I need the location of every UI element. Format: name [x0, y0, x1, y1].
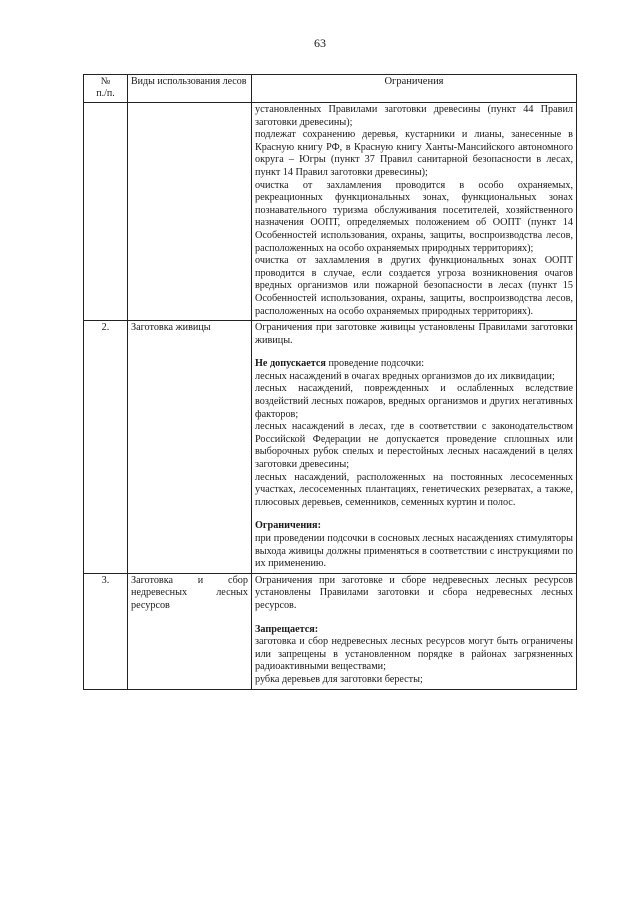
table-row-continued: [84, 103, 577, 321]
cell-kind-empty: [128, 103, 252, 321]
list-item: лесных насаждений, расположенных на постоянных лесосеменных участках, лесосеменных плантациях, генетических резерватах, а также, плюсовых деревьев, семенников, семенных куртин и полос.: [255, 471, 573, 508]
list-item: рубка деревьев для заготовки бересты;: [255, 673, 423, 685]
header-restrictions: Ограничения: [252, 75, 577, 103]
cell-restrictions-continued: [252, 103, 577, 321]
paragraph: при проведении подсочки в сосновых лесных насаждениях стимуляторы выхода живицы должны применяться в соответствии с инструкциями по их применению.: [255, 533, 573, 570]
table-row-nontimber: [84, 573, 577, 689]
table-header-row: [84, 75, 577, 103]
paragraph: очистка от захламления проводится в особо охраняемых, рекреационных функциональных зонах, функциональных зонах познавательного туризма обслуживания посетителей, хозяйственного назначения ООПТ, определяемых положением об ООПТ (пункт 14 Особенностей использования, охраны, защиты, воспроизводства лесов, расположенных на особо охраняемых природных территориях);: [255, 179, 573, 254]
paragraph: Ограничения при заготовке живицы установлены Правилами заготовки живицы.: [255, 322, 573, 346]
restrictions-table: [83, 74, 577, 690]
cell-num-empty: [84, 103, 128, 321]
list-item: заготовка и сбор недревесных лесных ресурсов могут быть ограничены или запрещены в установленном порядке в районах загрязненных радиоактивными веществами;: [255, 636, 573, 673]
paragraph: [255, 358, 573, 371]
paragraph: Ограничения при заготовке и сборе недревесных лесных ресурсов установлены Правилами заготовки и сбора недревесных лесных ресурсов.: [255, 574, 573, 611]
cell-restrictions: [252, 321, 577, 574]
paragraph: [255, 624, 573, 637]
cell-kind: Заготовка живицы: [128, 321, 252, 574]
list-item: лесных насаждений, поврежденных и ослабленных вследствие воздействий лесных пожаров, вредных организмов и других негативных факторов;: [255, 383, 573, 420]
bold-label: Ограничения:: [255, 520, 321, 532]
label-rest: проведение подсочки:: [325, 358, 425, 370]
page-number: 63: [314, 36, 326, 50]
bold-label: Не допускается: [255, 358, 326, 370]
bold-label: Запрещается:: [255, 623, 319, 635]
cell-num: 3.: [84, 573, 128, 689]
list-item: лесных насаждений в очагах вредных организмов до их ликвидации;: [255, 370, 555, 382]
header-kind: Виды использования лесов: [128, 75, 252, 103]
paragraph: установленных Правилами заготовки древесины (пункт 44 Правил заготовки древесины);: [255, 104, 573, 128]
paragraph: [255, 520, 573, 533]
paragraph: подлежат сохранению деревья, кустарники и лианы, занесенные в Красную книгу РФ, в Красную книгу Ханты-Мансийского автономного округа – Югры (пункт 37 Правил санитарной безопасности в лесах, пункт 14 Правил заготовки древесины);: [255, 129, 573, 178]
header-num: № п./п.: [84, 75, 128, 103]
table-row-resin: [84, 321, 577, 574]
cell-restrictions: [252, 573, 577, 689]
list-item: лесных насаждений в лесах, где в соответствии с законодательством Российской Федерации не допускается проведение сплошных или выборочных рубок спелых и перестойных лесных насаждений в целях заготовки древесины;: [255, 421, 573, 471]
cell-kind: Заготовка и сбор недревесных лесных ресурсов: [128, 573, 252, 689]
paragraph: очистка от захламления в других функциональных зонах ООПТ проводится в случае, если создается угроза возникновения очагов вредных организмов или пожарной безопасности в лесах (пункт 15 Особенностей использования, охраны, защиты, воспроизводства лесов, расположенных на особо охраняемых природных территориях).: [255, 255, 573, 317]
cell-num: 2.: [84, 321, 128, 574]
